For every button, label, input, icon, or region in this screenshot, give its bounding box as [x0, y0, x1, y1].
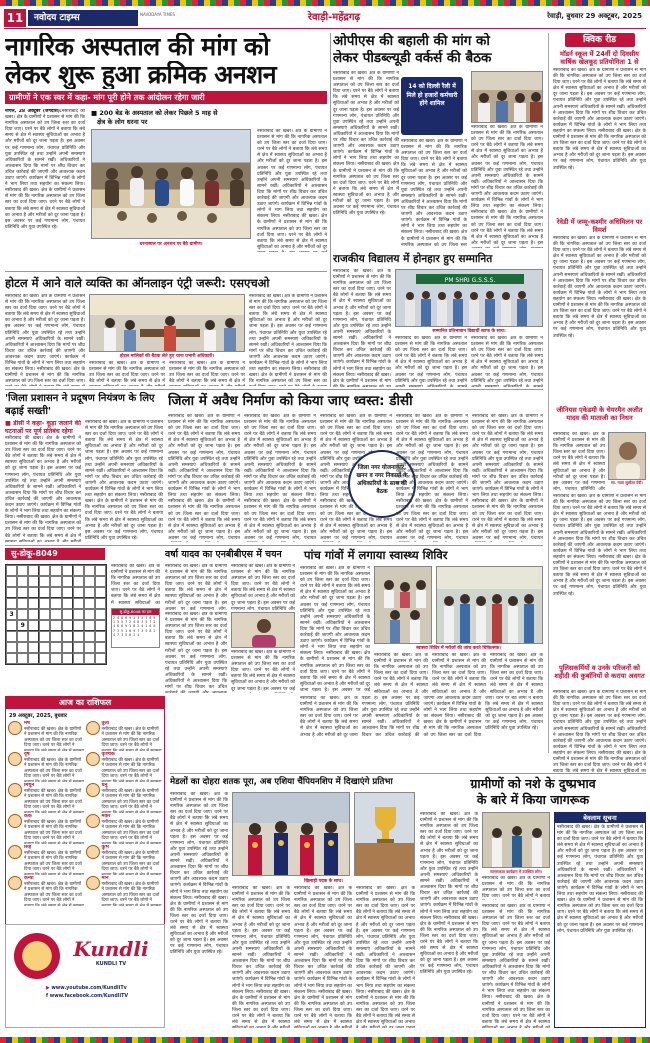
sudoku	[5, 548, 160, 693]
sports-photo	[232, 792, 350, 876]
sudoku-cell	[84, 631, 95, 642]
sudoku-cell	[28, 576, 39, 587]
sudoku-cell	[95, 609, 106, 620]
sudoku-rules	[111, 564, 160, 604]
rashi-text	[24, 721, 85, 751]
zodiac-icon	[8, 845, 22, 859]
rule-h-2	[5, 389, 543, 390]
health-body-col1	[300, 566, 370, 693]
sudoku-cell	[62, 587, 73, 598]
sudoku-cell	[39, 565, 50, 576]
sudoku-cell	[6, 598, 17, 609]
rashi-text	[102, 845, 163, 875]
rashi-text	[24, 783, 85, 813]
sudoku-cell	[95, 598, 106, 609]
rashi-name: वृष	[24, 752, 30, 757]
zodiac-icon	[86, 845, 100, 859]
quickread-item-2-title: रेवेडी में जम्मू-कश्मीर अधिमिलन पर विमर्श	[556, 218, 643, 234]
sudoku-cell	[39, 620, 50, 631]
sudoku-cell	[17, 642, 28, 653]
sudoku-cell	[50, 609, 61, 620]
quickread-item-4-title: पुलिसकर्मियों व उनके परिजनों को शहीदी की कुर्बानियों से कराया अवगत	[554, 664, 645, 680]
portrait-icon	[609, 433, 646, 480]
illegal-callout: जिला नगर योजनाकार, खनन व नगर निकायों के अधिकारियों के साथ की बैठक	[348, 450, 416, 518]
facebook-link[interactable]: f www.facebook.com/KundliTV	[46, 994, 129, 999]
sudoku-cell	[6, 642, 17, 653]
lead-story	[5, 33, 327, 253]
sudoku-cell	[6, 587, 17, 598]
ncc-body-col4	[231, 650, 295, 693]
sudoku-cell	[39, 576, 50, 587]
sudoku-cell	[62, 609, 73, 620]
issue-date: रेवाड़ी, बुधवार 29 अक्टूबर, 2025	[547, 12, 642, 20]
school-caption: सम्मानित प्रतिभावान विद्यार्थी स्टाफ के साथ।	[432, 329, 506, 334]
sudoku-cell	[73, 653, 84, 664]
rashi-name: मिथुन	[24, 783, 35, 788]
lead-subhead-line1: ■ 200 बेड के अस्पताल को लेकर पिछले 5 माह से	[91, 109, 218, 117]
rule-h-1	[5, 271, 327, 272]
sudoku-cell	[73, 620, 84, 631]
rashi-name: कर्क	[24, 814, 32, 819]
sports-body-col3	[294, 886, 352, 1028]
sudoku-cell	[6, 631, 17, 642]
awareness-gathering-icon	[483, 813, 550, 868]
sudoku-cell	[28, 653, 39, 664]
hotel-caption: होटल मालिकों की बैठक लेते हुए थाना प्रभारी अधिकारी।	[119, 354, 215, 359]
sudoku-cell	[84, 653, 95, 664]
rashi-text	[102, 814, 163, 844]
pollution-body-col1	[5, 420, 81, 542]
trophy-icon	[355, 793, 415, 876]
school-headline: राजकीय विद्यालय में होनहार हुए सम्मानित	[333, 253, 493, 265]
drugs-photo	[482, 812, 550, 868]
zodiac-icon	[8, 721, 22, 735]
health-body-col2	[374, 653, 428, 693]
rashi-item	[8, 783, 85, 813]
sports-caption: खिलाड़ी पदक के साथ।	[304, 879, 343, 884]
health-photo-1	[374, 566, 432, 644]
lead-subhead-line2: क्षेत्र के लोग धरना पर	[97, 118, 148, 126]
youtube-icon: ▶	[46, 986, 50, 991]
ncc-body-col1	[165, 564, 227, 610]
sudoku-cell	[17, 598, 28, 609]
sudoku-solution: सु-डोकू-8048 का हल 2 4 8 6 9 1 3 5 7 6 9 1 3 5 7 2 4 8 3 5 7 2 4 8 6 9 1 8 2 4 1 6 9 7 3 5 1 6 9 7 3 5 8 2 4 7 3 5 8 2 4	[111, 608, 160, 648]
sudoku-cell	[6, 653, 17, 664]
hotel-body-col1	[5, 294, 85, 386]
hotel-body-col4	[249, 294, 327, 386]
top-color-border	[0, 0, 650, 6]
lead-strap: ग्रामीणों ने एक स्वर में कहा- मांग पूरी होने तक आंदोलन रहेगा जारी	[5, 91, 327, 104]
sudoku-cell	[28, 631, 39, 642]
kundli-mascot-icon	[14, 933, 60, 979]
health-body-col4	[490, 653, 543, 693]
sudoku-cell	[28, 598, 39, 609]
sudoku-cell	[39, 598, 50, 609]
sudoku-cell	[62, 620, 73, 631]
zodiac-icon	[8, 783, 22, 797]
drugs-headline-line1: ग्रामीणों को नशे के दुष्प्रभाव	[470, 776, 596, 791]
health-story	[300, 548, 543, 693]
rashi-name: तुला	[101, 721, 110, 726]
sudoku-cell	[62, 631, 73, 642]
kundli-logo	[66, 937, 156, 967]
quickread-column	[548, 33, 646, 753]
sudoku-cell	[50, 576, 61, 587]
sudoku-grid	[5, 564, 107, 665]
rashi-name: मीन	[101, 876, 109, 881]
pollution-body-col2	[85, 420, 163, 542]
rashi-item	[86, 752, 163, 782]
sudoku-cell	[28, 642, 39, 653]
illegal-headline: जिला में अवैध निर्माण को किया जाए ध्वस्त: डीसी	[168, 393, 413, 409]
sudoku-cell: 3	[6, 609, 17, 620]
drugs-body-col1	[420, 812, 478, 1028]
masthead-rule	[4, 28, 646, 29]
rashi-item	[86, 783, 163, 813]
paper-name-small: NAVODAYA TIMES	[140, 12, 176, 17]
lead-photo	[91, 129, 251, 239]
sudoku-cell	[17, 587, 28, 598]
illegal-body-col4	[396, 414, 468, 542]
sudoku-cell	[6, 620, 17, 631]
sudoku-cell	[17, 653, 28, 664]
sudoku-cell	[6, 576, 17, 587]
school-story	[333, 252, 543, 387]
sudoku-cell	[84, 576, 95, 587]
quickread-item-2-body	[553, 236, 646, 404]
sudoku-cell	[50, 587, 61, 598]
sudoku-cell	[39, 631, 50, 642]
notice-box	[554, 812, 646, 1028]
sudoku-cell	[73, 631, 84, 642]
students-group-icon	[396, 270, 543, 327]
quickread-item-1-body	[553, 68, 646, 216]
zodiac-icon	[86, 783, 100, 797]
drugs-body-col2	[482, 876, 550, 900]
lead-body-col3	[257, 129, 327, 252]
ops-photo	[471, 71, 543, 123]
sudoku-cell	[39, 642, 50, 653]
section-title: रेवाड़ी-महेंद्रगढ़	[307, 12, 361, 23]
sudoku-cell	[39, 653, 50, 664]
protest-crowd-icon	[92, 130, 251, 239]
sudoku-cell	[28, 620, 39, 631]
kundli-brand-tag: KUNDLI TV	[95, 961, 127, 967]
ops-headline-line1: ओपीएस की बहाली की मांग को	[333, 33, 490, 49]
bottom-color-border	[0, 1037, 650, 1043]
facebook-icon: f	[46, 994, 49, 999]
pollution-story	[5, 392, 163, 542]
rashi-name: वृश्चिक	[101, 752, 115, 757]
drugs-body-col3	[482, 904, 550, 1028]
sudoku-cell	[95, 631, 106, 642]
drugs-caption: जागरूकता कार्यक्रम में उपस्थित लोग।	[489, 869, 543, 874]
sudoku-cell	[17, 576, 28, 587]
sudoku-label: सु-डोकू-8049	[5, 548, 105, 560]
sudoku-cell	[62, 598, 73, 609]
hotel-story	[5, 276, 327, 386]
health-caption: स्वास्थ्य शिविर में मरीजों की जांच करते चिकित्सक।	[416, 646, 501, 651]
ops-body-col1	[333, 71, 399, 248]
athletes-with-medals-icon	[233, 793, 350, 876]
sports-story	[170, 776, 415, 1028]
sudoku-solution-label: सु-डोकू-8048 का हल	[112, 609, 159, 615]
student-portrait-icon	[232, 613, 295, 648]
sudoku-cell	[95, 620, 106, 631]
rashi-item	[86, 845, 163, 875]
rashi-item	[8, 752, 85, 782]
sudoku-cell	[95, 642, 106, 653]
sports-photo-2	[354, 792, 415, 876]
rashi-item	[86, 876, 163, 906]
quickread-item-3-title: जीनियस एकेडमी के चेयरमैन अजीत यादव की माताजी का निधन	[556, 406, 643, 422]
masthead	[4, 9, 646, 27]
zodiac-icon	[86, 752, 100, 766]
ops-body-col3	[471, 125, 543, 248]
sudoku-cell	[73, 642, 84, 653]
sudoku-cell	[62, 653, 73, 664]
sudoku-cell	[39, 609, 50, 620]
zodiac-icon	[8, 814, 22, 828]
notice-title: बेवलाम सूचना	[555, 813, 645, 823]
ncc-photo	[231, 612, 295, 648]
sudoku-cell	[84, 587, 95, 598]
sudoku-cell	[73, 587, 84, 598]
doctor-checkup-icon	[375, 567, 432, 644]
sudoku-cell	[84, 598, 95, 609]
rashi-text	[102, 721, 163, 751]
ops-headline-line2: लेकर पीडब्ल्यूडी वर्कर्स की बैठक	[333, 50, 492, 66]
rashi-name: मकर	[101, 814, 111, 819]
quickread-item-3-body	[553, 432, 605, 492]
sudoku-cell	[84, 620, 95, 631]
pollution-point: ■ डीसी ने कहा- कूड़ा जलाने की घटनाओं पर पूर्ण प्रतिबंध रहेगा	[5, 420, 81, 435]
sudoku-cell	[84, 609, 95, 620]
horoscope-title: आज का राशिफल	[6, 697, 164, 709]
sports-body-col4	[356, 886, 415, 1028]
lead-headline-line1: नागरिक अस्पताल की मांग को	[5, 33, 270, 61]
ncc-body-col3	[165, 612, 227, 693]
zodiac-icon	[86, 814, 100, 828]
meeting-room-icon	[90, 295, 245, 352]
sudoku-cell	[84, 642, 95, 653]
sudoku-cell	[95, 587, 106, 598]
rule-h-3	[5, 545, 543, 546]
kundli-links[interactable]	[46, 985, 161, 1001]
lead-headline-line2: लेकर शुरू हुआ क्रमिक अनशन	[5, 61, 277, 89]
rashi-text	[102, 876, 163, 906]
sudoku-cell	[95, 653, 106, 664]
sudoku-cell	[62, 576, 73, 587]
hotel-body-col2	[89, 361, 165, 386]
sudoku-cell	[73, 609, 84, 620]
horoscope-date: 29 अक्टूबर, 2025, बुधवार	[9, 713, 68, 719]
zodiac-icon	[86, 721, 100, 735]
rashi-item	[8, 845, 85, 875]
lead-photo-caption: धरनास्थल पर अनशन पर बैठे ग्रामीण।	[139, 242, 203, 247]
hotel-headline: होटल में आने वाले व्यक्ति का ऑनलाइन एंट्री जरूरी: एसएचओ	[5, 276, 270, 290]
health-body-col3	[432, 653, 486, 693]
lead-body-col1: नांगल, 28 अक्टूबर (जगदीश): नसीराबाद की खबर। क्षेत्र के ग्रामीणों ने प्रशासन से मांग की कि नागरिक अस्पताल को उप जिला स्तर का दर्जा दिया जाए। धरने पर बैठे लोगों ने बताया कि लंबे समय से क्षेत्र में स्वास्थ्य सुविधाओं का अभाव है और मरीजों को दूर जाना पड़ता है। इस अवसर पर कई गणमान्य लोग, पंचायत प्रतिनिधि और युवा उपस्थित रहे तथा उन्होंने अपनी समस्याएं अधिकारियों के सामने रखीं। अधिकारियों ने आश्वासन दिया कि मांगों पर शीघ्र विचार कर उचित कार्रवाई की जाएगी और आवश्यक कदम उठाए जाएंगे। कार्यक्रम में विभिन्न गांवों के लोगों ने भाग लिया तथा सहयोग का संकल्प लिया। नसीराबाद की खबर। क्षेत्र के ग्रामीणों ने प्रशासन से मांग की कि नागरिक अस्पताल को उप जिला स्तर का दर्जा दिया जाए। धरने पर बैठे लोगों ने बताया कि लंबे समय से क्षेत्र में स्वास्थ्य सुविधाओं का अभाव है और मरीजों को दूर जाना पड़ता है। इस अवसर पर कई गणमान्य लोग, पंचायत प्रतिनिधि और युवा उपस्थित रहे।	[5, 109, 85, 252]
rashi-text	[24, 752, 85, 782]
ops-body-col2	[401, 139, 467, 248]
rashi-text	[102, 752, 163, 782]
illegal-body-col2	[244, 414, 316, 542]
sudoku-cell	[50, 598, 61, 609]
hotel-photo	[89, 294, 245, 352]
rashi-name: कन्या	[24, 876, 34, 881]
sudoku-cell	[73, 576, 84, 587]
quickread-item-4-body	[553, 690, 646, 774]
sudoku-cell	[28, 587, 39, 598]
rashi-text	[24, 876, 85, 906]
quickread-label: क्विक रीड	[565, 33, 635, 47]
school-body-col3	[471, 336, 543, 387]
rule-h-4	[170, 773, 646, 774]
rashi-text	[102, 783, 163, 813]
sports-body-col2	[232, 886, 290, 1028]
horoscope-grid	[6, 721, 164, 906]
sudoku-cell	[95, 576, 106, 587]
ncc-headline: वर्षा यादव का एनबीबीएस में चयन	[165, 549, 282, 560]
sudoku-cell	[17, 609, 28, 620]
sudoku-cell	[73, 598, 84, 609]
illegal-story	[168, 392, 543, 542]
sudoku-cell	[39, 587, 50, 598]
sports-headline: मेडलों का दोहरा शतक पूरा, अब एशिया चैंपियनशिप में दिखाएंगे प्रतिभा	[170, 777, 393, 787]
paper-name: नवोदय टाइम्स	[28, 10, 138, 26]
sudoku-cell	[62, 642, 73, 653]
school-body-col2	[395, 336, 467, 387]
rashi-item	[8, 814, 85, 844]
sudoku-cell	[17, 631, 28, 642]
sudoku-cell	[73, 565, 84, 576]
quickread-item-3-body-more	[553, 494, 646, 662]
obituary-photo	[608, 432, 646, 480]
sudoku-cell	[17, 565, 28, 576]
school-photo	[395, 269, 543, 327]
sudoku-cell	[50, 653, 61, 664]
rashi-name: सिंह	[24, 845, 32, 850]
sudoku-cell	[28, 609, 39, 620]
sudoku-cell	[62, 565, 73, 576]
zodiac-icon	[8, 752, 22, 766]
sudoku-cell	[6, 565, 17, 576]
rashi-name: धनु	[101, 783, 108, 788]
drugs-headline-line2: के बारे में किया जागरूक	[476, 792, 590, 807]
kundli-brand: Kundli	[73, 937, 149, 961]
ncc-body-col2	[231, 564, 295, 610]
sports-body-col1	[170, 792, 228, 1028]
health-body-continued	[300, 696, 543, 772]
sudoku-cell	[50, 642, 61, 653]
ncc-story	[165, 548, 295, 693]
sudoku-cell: 9	[17, 620, 28, 631]
page-number: 11	[4, 9, 26, 27]
rashi-name: कुंभ	[101, 845, 109, 850]
drugs-story	[420, 776, 646, 1028]
sudoku-cell	[50, 565, 61, 576]
obituary-caption: स्व. माता सुशीला देवी।	[611, 480, 643, 485]
sudoku-cell	[50, 620, 61, 631]
rashi-name: मेष	[24, 721, 30, 726]
school-body-col1	[333, 269, 391, 387]
sudoku-cell	[28, 565, 39, 576]
rashi-item	[86, 814, 163, 844]
rashi-text	[24, 845, 85, 875]
rashi-item	[8, 876, 85, 906]
hotel-body-col3	[169, 361, 245, 386]
lead-subhead	[91, 109, 251, 127]
zodiac-icon	[8, 876, 22, 890]
rashi-item	[86, 721, 163, 751]
sudoku-cell	[84, 565, 95, 576]
zodiac-icon	[86, 876, 100, 890]
sudoku-cell	[95, 565, 106, 576]
health-headline: पांच गांवों में लगाया स्वास्थ्य शिविर	[304, 548, 448, 562]
rashi-text	[24, 814, 85, 844]
ops-callout: 14 को दिल्ली रैली में मिले हो हजारों कर्मचारी होंगे शामिल	[401, 77, 463, 135]
notice-body	[555, 823, 645, 1027]
rashi-item	[8, 721, 85, 751]
school-banner-text: PM SHRI G.S.S.S.	[444, 277, 496, 284]
rule-v-1	[330, 33, 331, 387]
quickread-item-1-title: मॉडर्न स्कूल में 24वीं दो दिवसीय वार्षिक खेलकूद प्रतियोगिता 1 से	[560, 50, 639, 66]
ops-story	[333, 33, 543, 248]
pollution-headline: 'जिला प्रशासन ने प्रदूषण नियंत्रण के लिए बढ़ाई सख्ती'	[5, 393, 155, 417]
sudoku-cell	[50, 631, 61, 642]
illegal-body-col1	[168, 414, 240, 542]
meeting-people-icon	[472, 72, 543, 123]
kundli-ad	[5, 924, 165, 1028]
illegal-body-col5	[472, 414, 543, 542]
health-camp-group-icon	[437, 567, 543, 644]
health-photo-2	[436, 566, 543, 644]
youtube-link[interactable]: ▶ www.youtube.com/KundliTv	[46, 986, 127, 991]
